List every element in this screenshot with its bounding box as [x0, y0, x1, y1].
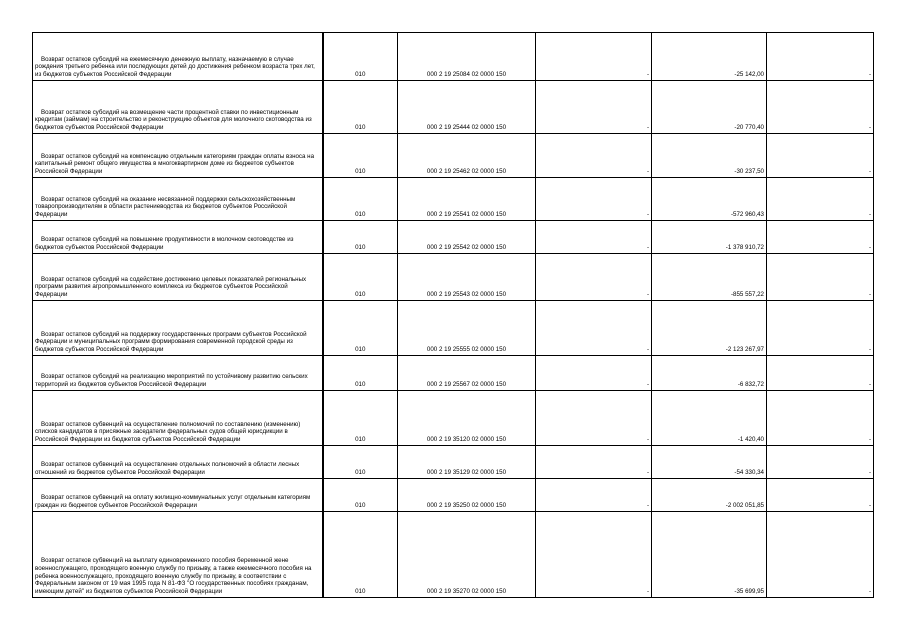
row-kbk: 000 2 19 25542 02 0000 150 — [398, 221, 536, 254]
row-plan: - — [536, 221, 652, 254]
row-plan: - — [536, 33, 652, 81]
table-row — [33, 356, 874, 391]
row-name: Возврат остатков субсидий на повышение продуктивности в молочном скотоводстве из бюджетов субъектов Российской Федерации — [33, 221, 323, 254]
row-line-code: 010 — [323, 134, 398, 178]
row-kbk: 000 2 19 35129 02 0000 150 — [398, 446, 536, 479]
table-row — [33, 479, 874, 512]
table-row — [33, 221, 874, 254]
row-kbk: 000 2 19 25444 02 0000 150 — [398, 81, 536, 134]
row-line-code: 010 — [323, 33, 398, 81]
row-kbk: 000 2 19 25541 02 0000 150 — [398, 178, 536, 221]
row-executed: -35 699,95 — [652, 512, 767, 598]
row-name: Возврат остатков субсидий на возмещение части процентной ставки по инвестиционным кредитам (займам) на строительство и реконструкцию объектов для молочного скотоводства из бюджетов субъектов Российской Федерации — [33, 81, 323, 134]
row-plan: - — [536, 356, 652, 391]
row-line-code: 010 — [323, 301, 398, 356]
row-unexecuted: - — [767, 391, 874, 446]
row-unexecuted: - — [767, 301, 874, 356]
table-row — [33, 301, 874, 356]
row-unexecuted: - — [767, 81, 874, 134]
budget-report-table — [32, 32, 874, 598]
row-kbk: 000 2 19 35270 02 0000 150 — [398, 512, 536, 598]
row-plan: - — [536, 81, 652, 134]
table-row — [33, 254, 874, 301]
row-executed: -2 002 051,85 — [652, 479, 767, 512]
row-unexecuted: - — [767, 446, 874, 479]
row-plan: - — [536, 301, 652, 356]
row-unexecuted: - — [767, 178, 874, 221]
row-executed: -855 557,22 — [652, 254, 767, 301]
row-executed: -20 770,40 — [652, 81, 767, 134]
row-line-code: 010 — [323, 221, 398, 254]
row-unexecuted: - — [767, 356, 874, 391]
row-unexecuted: - — [767, 134, 874, 178]
row-name: Возврат остатков субвенций на оплату жилищно-коммунальных услуг отдельным категориям граждан из бюджетов субъектов Российской Федерации — [33, 479, 323, 512]
row-executed: -2 123 267,97 — [652, 301, 767, 356]
table-row — [33, 391, 874, 446]
table-row — [33, 512, 874, 598]
row-unexecuted: - — [767, 33, 874, 81]
row-name: Возврат остатков субвенций на осуществление полномочий по составлению (изменению) списков кандидатов в присяжные заседатели федеральных судов общей юрисдикции в Российской Федерации из бюджетов субъектов Российской Федерации — [33, 391, 323, 446]
row-plan: - — [536, 134, 652, 178]
row-line-code: 010 — [323, 178, 398, 221]
row-executed: -54 330,34 — [652, 446, 767, 479]
table-row — [33, 446, 874, 479]
row-kbk: 000 2 19 25567 02 0000 150 — [398, 356, 536, 391]
row-kbk: 000 2 19 25084 02 0000 150 — [398, 33, 536, 81]
row-plan: - — [536, 178, 652, 221]
table-row — [33, 134, 874, 178]
row-plan: - — [536, 254, 652, 301]
row-kbk: 000 2 19 25543 02 0000 150 — [398, 254, 536, 301]
row-line-code: 010 — [323, 512, 398, 598]
table-row — [33, 33, 874, 81]
row-name: Возврат остатков субвенций на осуществление отдельных полномочий в области лесных отношений из бюджетов субъектов Российской Федерации — [33, 446, 323, 479]
row-name: Возврат остатков субвенций на выплату единовременного пособия беременной жене военнослужащего, проходящего военную службу по призыву, а также ежемесячного пособия на ребенка военнослужащего, проходящего военную службу по призыву, в соответствии с Федеральным законом от 19 мая 1995 года N 81-ФЗ "О государственных пособиях гражданам, имеющим детей" из бюджетов субъектов Российской Федерации — [33, 512, 323, 598]
row-plan: - — [536, 479, 652, 512]
row-name: Возврат остатков субсидий на компенсацию отдельным категориям граждан оплаты взноса на капитальный ремонт общего имущества в многоквартирном доме из бюджетов субъектов Российской Федерации — [33, 134, 323, 178]
row-line-code: 010 — [323, 356, 398, 391]
row-line-code: 010 — [323, 479, 398, 512]
row-line-code: 010 — [323, 391, 398, 446]
row-unexecuted: - — [767, 221, 874, 254]
row-name: Возврат остатков субсидий на реализацию мероприятий по устойчивому развитию сельских территорий из бюджетов субъектов Российской Федерации — [33, 356, 323, 391]
row-name: Возврат остатков субсидий на содействие достижению целевых показателей региональных программ развития агропромышленного комплекса из бюджетов субъектов Российской Федерации — [33, 254, 323, 301]
row-executed: -572 960,43 — [652, 178, 767, 221]
row-executed: -6 832,72 — [652, 356, 767, 391]
row-executed: -30 237,50 — [652, 134, 767, 178]
row-kbk: 000 2 19 35250 02 0000 150 — [398, 479, 536, 512]
row-plan: - — [536, 512, 652, 598]
row-line-code: 010 — [323, 446, 398, 479]
row-name: Возврат остатков субсидий на оказание несвязанной поддержки сельскохозяйственным товаропроизводителям в области растениеводства из бюджетов субъектов Российской Федерации — [33, 178, 323, 221]
table-row — [33, 81, 874, 134]
row-line-code: 010 — [323, 254, 398, 301]
row-kbk: 000 2 19 25555 02 0000 150 — [398, 301, 536, 356]
row-name: Возврат остатков субсидий на поддержку государственных программ субъектов Российской Федерации и муниципальных программ формирования современной городской среды из бюджетов субъектов Российской Федерации — [33, 301, 323, 356]
row-executed: -1 378 910,72 — [652, 221, 767, 254]
row-line-code: 010 — [323, 81, 398, 134]
row-kbk: 000 2 19 25462 02 0000 150 — [398, 134, 536, 178]
row-kbk: 000 2 19 35120 02 0000 150 — [398, 391, 536, 446]
row-plan: - — [536, 446, 652, 479]
table-row — [33, 178, 874, 221]
row-executed: -25 142,00 — [652, 33, 767, 81]
row-plan: - — [536, 391, 652, 446]
row-unexecuted: - — [767, 512, 874, 598]
row-unexecuted: - — [767, 254, 874, 301]
row-name: Возврат остатков субсидий на ежемесячную денежную выплату, назначаемую в случае рождения третьего ребенка или последующих детей до достижения ребенком возраста трех лет, из бюджетов субъектов Российской Федерации — [33, 33, 323, 81]
row-executed: -1 420,40 — [652, 391, 767, 446]
row-unexecuted: - — [767, 479, 874, 512]
